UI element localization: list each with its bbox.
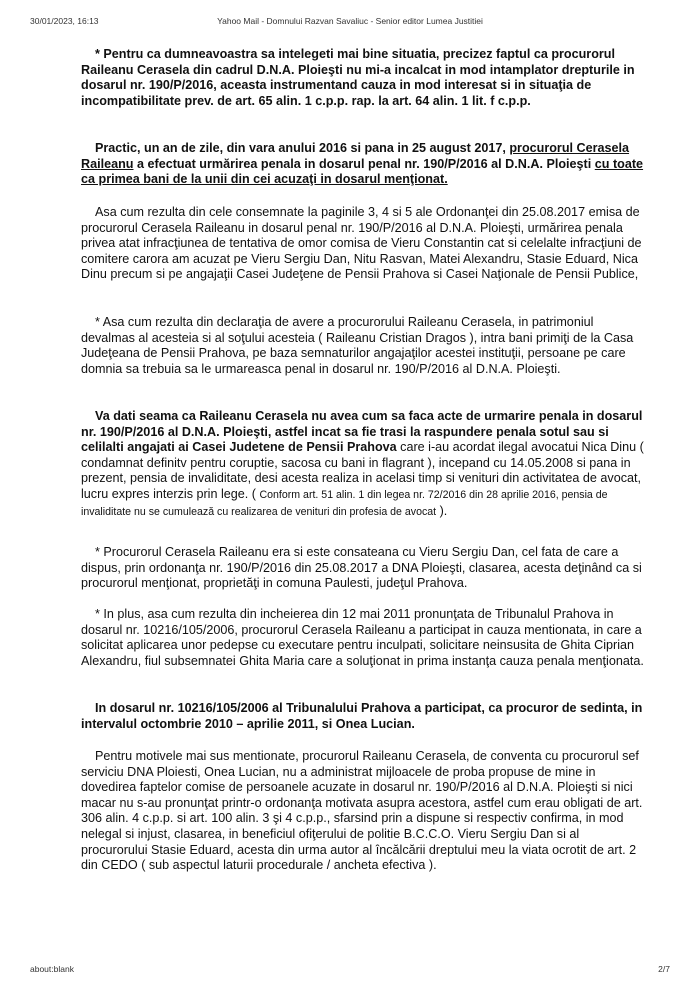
paragraph-text: * Asa cum rezulta din declaraţia de avere a procurorului Raileanu Cerasela, in patrimoniul devalmas al acesteia si al soţului acesteia ( Raileanu Cristian Dragos ), intra bani primiţi de la Casa Judeţeana de Pensii Prahova, pe baza semnaturilor angajaţilor acestei instituţii, persoane pe care domnia sa trebuia sa le urmareasca penal in dosarul nr. 190/P/2016 al D.N.A. Ploieşti. — [81, 315, 634, 376]
paragraph-text-bold: Va dati seama ca Raileanu Cerasela nu avea cum sa faca acte de urmarire penala in dosarul nr. 190/P/2016 al D.N.A. Ploieşti, astfel incat sa fie trasi la raspundere penala sotul sau si celilalti angajati ai Casei Judetene de Pensii Prahova — [81, 409, 643, 455]
paragraph-text: * Pentru ca dumneavoastra sa intelegeti mai bine situatia, precizez faptul ca procurorul Raileanu Cerasela din cadrul D.N.A. Ploieşti nu mi-a incalcat in mod intamplator drepturile in dosarul nr. 190/P/2016, aceasta instrumentand cauza in mod interesat si in situaţia de incompatibilitate prev. de art. 65 alin. 1 c.p.p. rap. la art. 64 alin. 1 lit. f c.p.p. — [81, 47, 635, 108]
paragraph-text-end: ). — [436, 503, 448, 518]
paragraph-text: Asa cum rezulta din cele consemnate la paginile 3, 4 si 5 ale Ordonanţei din 25.08.2017 emisa de procurorul Cerasela Raileanu in dosarul penal nr. 190/P/2016 al D.N.A. Ploieşti, urmărirea penala privea atat infracţiunea de tentativa de omor comisa de Vieru Constantin cat si celelalte infracţiuni de comitere carora am acuzat pe Vieru Sergiu Dan, Nitu Rasvan, Matei Alexandru, Stasie Eduard, Nica Dinu precum si pe angajaţii Casei Judeţene de Pensii Prahova si Casei Naţionale de Pensii Publice, — [81, 205, 642, 282]
print-url: about:blank — [30, 964, 74, 974]
paragraph-declaratie-avere — [81, 315, 647, 377]
print-footer — [30, 964, 670, 978]
paragraph-ordonanta — [81, 205, 647, 283]
paragraph-text-a: Practic, un an de zile, din vara anului 2016 si pana in 25 august 2017, — [95, 141, 510, 155]
print-title: Yahoo Mail - Domnului Razvan Savaliuc - Senior editor Lumea Justitiei — [217, 16, 483, 26]
paragraph-text: * Procurorul Cerasela Raileanu era si este consateana cu Vieru Sergiu Dan, cel fata de care a dispus, prin ordonanţa nr. 190/P/2016 din 25.08.2017 a DNA Ploieşti, clasarea, acesta deţinând ca si procurorul menţionat, proprietăţi in comuna Paulesti, judeţul Prahova. — [81, 545, 642, 591]
paragraph-tribunal — [81, 607, 647, 669]
paragraph-text: Pentru motivele mai sus mentionate, procurorul Raileanu Cerasela, de conventa cu procurorul sef serviciu DNA Ploiesti, Onea Lucian, nu a administrat mijloacele de proba propuse de mine in dovedirea faptelor comise de persoanele acuzate in dosarul nr. 190/P/2016 al D.N.A. Ploieşti si nici macar nu s-au pronunţat printr-o ordonanţa motivata asupra acestora, astfel cum erau obligati de art. 306 alin. 4 c.p.p. si art. 100 alin. 3 şi 4 c.p.p., sfarsind prin a dispune si respectiv confirma, in mod nelegal si injust, clasarea, in beneficiul ofiţerului de politie B.C.C.O. Vieru Sergiu Dan si al procurorului Stasie Eduard, acesta din urma autor al încălcării dreptului meu la viata ocrotit de art. 2 din CEDO ( sub aspectul laturii procedurale / ancheta efectiva ). — [81, 749, 643, 873]
paragraph-motive — [81, 749, 647, 874]
paragraph-consateana — [81, 545, 647, 592]
paragraph-text: In dosarul nr. 10216/105/2006 al Tribunalului Prahova a participat, ca procuror de sedinta, in intervalul octombrie 2010 – aprilie 2011, si Onea Lucian. — [81, 701, 643, 731]
paragraph-text: * In plus, asa cum rezulta din incheierea din 12 mai 2011 pronunţata de Tribunalul Prahova in dosarul nr. 10216/105/2006, procurorul Cerasela Raileanu a participat in cauza mentionata, in care a solicitat aplicarea unor pedepse cu executare pentru inculpati, solicitare neinsusita de Ghita Ciprian Alexandru, fiul subsemnatei Ghita Maria care a soluţionat in prima instanţa cauza penala menţionata. — [81, 607, 644, 668]
paragraph-text-c: a efectuat urmărirea penala in dosarul penal nr. 190/P/2016 al D.N.A. Ploieşti — [133, 156, 595, 171]
paragraph-incompatibility — [81, 47, 647, 109]
page-number: 2/7 — [658, 964, 670, 974]
paragraph-practic — [81, 141, 647, 188]
print-datetime: 30/01/2023, 16:13 — [30, 16, 99, 26]
paragraph-va-dati-seama — [81, 409, 647, 520]
paragraph-text-normal: care i-au acordat ilegal avocatui Nica Dinu ( condamnat definitv pentru coruptie, sacosa cu bani in flagrant ), incepand cu 14.05.2008 si pana in prezent, pensia de invaliditate, desi acesta realiza in acelasi timp si venituri din activitatea de avocat, lucru expres interzis prin lege. ( — [81, 440, 644, 501]
paragraph-text-prosecutor-name: procurorul Cerasela Raileanu — [81, 141, 630, 171]
paragraph-onea-lucian — [81, 701, 647, 732]
print-header — [30, 16, 670, 30]
paragraph-text-legal-note: Conform art. 51 alin. 1 din legea nr. 72/2016 din 28 aprilie 2016, pensia de invaliditate nu se cumulează cu realizarea de venituri din profesia de avocat — [81, 488, 608, 518]
paragraph-text-money: cu toate ca primea bani de la unii din cei acuzaţi in dosarul menţionat. — [81, 156, 644, 187]
